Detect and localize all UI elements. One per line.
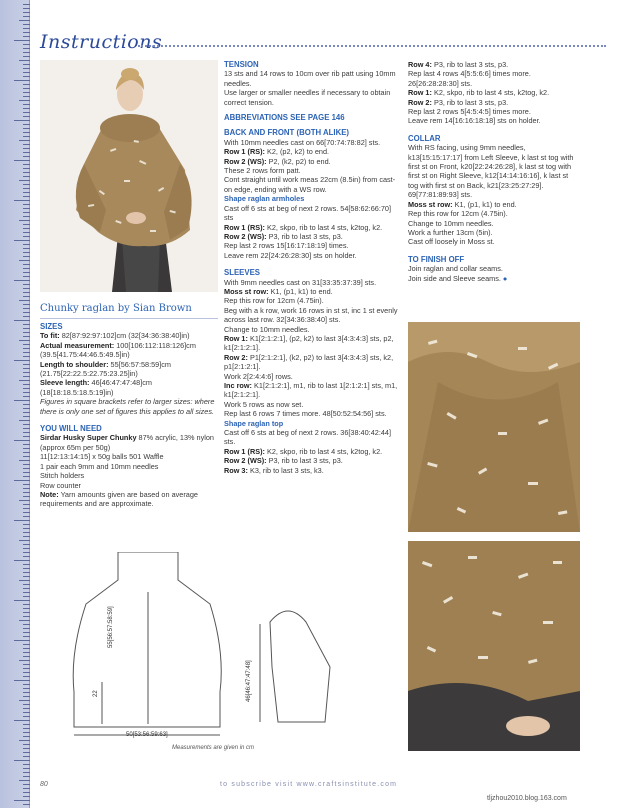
ruler-tick bbox=[23, 48, 30, 49]
ruler-tick bbox=[23, 684, 30, 685]
ruler-tick bbox=[23, 152, 30, 153]
ruler-tick bbox=[23, 24, 30, 25]
width-dimension-label: 50[53:56:59:63] bbox=[126, 732, 168, 738]
sleeves-moss-row: Moss st row: K1, (p1, k1) to end. bbox=[224, 286, 333, 296]
ruler-tick bbox=[23, 252, 30, 253]
ruler-tick bbox=[23, 188, 30, 189]
ruler-tick bbox=[23, 516, 30, 517]
ruler-tick bbox=[23, 272, 30, 273]
ruler-tick bbox=[23, 396, 30, 397]
ruler-tick bbox=[23, 436, 30, 437]
abbreviations-heading: ABBREVIATIONS SEE PAGE 146 bbox=[224, 113, 345, 123]
ruler-tick bbox=[23, 452, 30, 453]
ruler-tick bbox=[23, 364, 30, 365]
ruler-tick bbox=[19, 340, 30, 341]
ruler-tick bbox=[23, 656, 30, 657]
ruler-tick bbox=[23, 624, 30, 625]
dec-repeat: Rep last 2 rows 5[4:5:4:5] times more. bbox=[408, 107, 531, 117]
ruler-tick bbox=[23, 124, 30, 125]
ruler-tick bbox=[14, 160, 30, 161]
garment-schematic bbox=[60, 552, 360, 742]
ruler-tick bbox=[23, 88, 30, 89]
ruler-tick bbox=[23, 564, 30, 565]
collar-heading: COLLAR bbox=[408, 133, 441, 143]
ruler-tick bbox=[23, 44, 30, 45]
ruler-tick bbox=[23, 204, 30, 205]
ruler-tick bbox=[23, 552, 30, 553]
row-4: Row 4: P3, rib to last 3 sts, p3. bbox=[408, 60, 509, 69]
collar-text-1: With RS facing, using 9mm needles, k13[15:15:17:17] from Left Sleeve, k last st tog with first st on Front, k20[22:24:26:28], k last st tog with first st on Right Sleeve, k12[14:14:16:16], k last st tog with first st on Back, k21[23:25:27:29]. 69[77:81:89:93] sts. bbox=[408, 143, 574, 200]
finish-text-1: Join raglan and collar seams. bbox=[408, 264, 503, 274]
ruler-tick bbox=[23, 696, 30, 697]
needles-line: 1 pair each 9mm and 10mm needles bbox=[40, 461, 159, 471]
ruler-tick bbox=[23, 36, 30, 37]
back-row-1: Row 1 (RS): K2, (p2, k2) to end. bbox=[224, 147, 330, 157]
ruler-tick bbox=[19, 700, 30, 701]
ruler-tick bbox=[14, 520, 30, 521]
note-line: Note: Yarn amounts given are based on average requirements and are approximate. bbox=[40, 489, 198, 509]
ruler-tick bbox=[23, 652, 30, 653]
sleeves-row-2: Row 2: P1[2:1:2:1], (k2, p2) to last 3[4:3:4:3] sts, k2, p1[2:1:2:1]. bbox=[224, 352, 394, 372]
ruler-tick bbox=[23, 416, 30, 417]
ruler-tick bbox=[23, 536, 30, 537]
tension-text: 13 sts and 14 rows to 10cm over rib patt using 10mm needles. bbox=[224, 69, 396, 88]
ruler-tick bbox=[14, 720, 30, 721]
ruler-tick bbox=[23, 472, 30, 473]
ruler-tick bbox=[14, 480, 30, 481]
ruler-tick bbox=[23, 336, 30, 337]
ruler-tick bbox=[19, 260, 30, 261]
ruler-tick bbox=[23, 736, 30, 737]
ruler-tick bbox=[23, 388, 30, 389]
sleeves-text-4: Change to 10mm needles. bbox=[224, 324, 310, 334]
model-photo bbox=[40, 60, 218, 292]
ruler-tick bbox=[23, 612, 30, 613]
ruler-tick bbox=[23, 32, 30, 33]
top-row-1: Row 1 (RS): K2, skpo, rib to last 4 sts, k2tog, k2. bbox=[224, 446, 383, 456]
length-dimension-label: 55[56:57:58:59] bbox=[108, 606, 114, 648]
back-text-3: Cont straight until work meas 22cm (8.5in) from cast-on edge, ending with a WS row. bbox=[224, 175, 396, 194]
ruler-tick bbox=[14, 320, 30, 321]
back-front-heading: BACK AND FRONT (BOTH ALIKE) bbox=[224, 128, 350, 138]
ruler-tick bbox=[23, 716, 30, 717]
sleeves-text-1: With 9mm needles cast on 31[33:35:37:39] sts. bbox=[224, 277, 377, 287]
ruler-tick bbox=[14, 560, 30, 561]
ruler-tick bbox=[19, 20, 30, 21]
ruler-tick bbox=[23, 348, 30, 349]
ruler-tick bbox=[23, 92, 30, 93]
ruler-tick bbox=[23, 484, 30, 485]
ruler-tick bbox=[23, 548, 30, 549]
ruler-tick bbox=[23, 384, 30, 385]
ruler-tick bbox=[19, 740, 30, 741]
ruler-tick bbox=[23, 508, 30, 509]
ruler-tick bbox=[14, 680, 30, 681]
back-row-2: Row 2 (WS): P2, (k2, p2) to end. bbox=[224, 156, 331, 166]
ruler-tick bbox=[19, 420, 30, 421]
ruler-tick bbox=[23, 408, 30, 409]
ruler-tick bbox=[23, 8, 30, 9]
ruler-tick bbox=[23, 108, 30, 109]
ruler-tick bbox=[23, 428, 30, 429]
ruler-tick bbox=[23, 392, 30, 393]
back-text-2: These 2 rows form patt. bbox=[224, 166, 301, 176]
ruler-tick bbox=[23, 324, 30, 325]
ruler-tick bbox=[19, 100, 30, 101]
ruler-tick bbox=[19, 60, 30, 61]
ruler-tick bbox=[23, 672, 30, 673]
ruler-tick bbox=[23, 344, 30, 345]
ruler-tick bbox=[23, 112, 30, 113]
ruler-tick bbox=[14, 200, 30, 201]
ruler-tick bbox=[23, 128, 30, 129]
ruler-tick bbox=[19, 460, 30, 461]
ruler-tick bbox=[23, 592, 30, 593]
ruler-tick bbox=[23, 756, 30, 757]
detail-photo-sleeve bbox=[408, 541, 580, 751]
ruler-tick bbox=[23, 728, 30, 729]
ruler-tick bbox=[23, 668, 30, 669]
ruler-tick bbox=[23, 768, 30, 769]
ruler-tick bbox=[23, 748, 30, 749]
ruler-tick bbox=[23, 104, 30, 105]
ruler-tick bbox=[23, 772, 30, 773]
row-4-repeat: Rep last 4 rows 4[5:5:6:6] times more. 26[26:28:28:30] sts. bbox=[408, 69, 531, 88]
ruler-tick bbox=[23, 576, 30, 577]
ruler-tick bbox=[23, 744, 30, 745]
ruler-tick bbox=[23, 264, 30, 265]
ruler-tick bbox=[23, 176, 30, 177]
armhole-text-1: Cast off 6 sts at beg of next 2 rows. 54[58:62:66:70] sts bbox=[224, 203, 391, 223]
ruler-tick bbox=[23, 448, 30, 449]
ruler-tick bbox=[14, 280, 30, 281]
ruler-tick bbox=[23, 284, 30, 285]
left-column bbox=[40, 322, 218, 509]
page-number: 80 bbox=[40, 781, 48, 788]
ruler-tick bbox=[23, 648, 30, 649]
ruler-tick bbox=[23, 468, 30, 469]
sleeves-text-6: Work 5 rows as now set. bbox=[224, 399, 304, 409]
sleeve-line: Sleeve length: 46[46:47:47:48]cm (18[18:18.5:18.5:19]in) bbox=[40, 378, 152, 397]
ruler-tick bbox=[23, 692, 30, 693]
ruler-tick bbox=[23, 116, 30, 117]
ruler-tick bbox=[23, 276, 30, 277]
ruler-tick bbox=[23, 316, 30, 317]
ruler-tick bbox=[23, 628, 30, 629]
ruler-tick bbox=[23, 464, 30, 465]
top-row-2: Row 2 (WS): P3, rib to last 3 sts, p3. bbox=[224, 456, 343, 466]
armhole-text-3: Leave rem 22[24:26:28:30] sts on holder. bbox=[224, 250, 357, 260]
ruler-tick bbox=[23, 328, 30, 329]
ruler-tick bbox=[23, 644, 30, 645]
ruler-tick bbox=[23, 688, 30, 689]
ruler-tick bbox=[23, 764, 30, 765]
ruler-tick bbox=[14, 600, 30, 601]
ruler-tick bbox=[23, 792, 30, 793]
ruler-tick bbox=[23, 136, 30, 137]
ruler-tick bbox=[23, 52, 30, 53]
top-text-1: Cast off 6 sts at beg of next 2 rows. 36[38:40:42:44] sts. bbox=[224, 428, 391, 447]
ruler-tick bbox=[23, 496, 30, 497]
ruler-tick bbox=[23, 304, 30, 305]
page-title: Instructions bbox=[40, 31, 163, 53]
byline-divider bbox=[40, 318, 218, 319]
ruler-tick bbox=[14, 40, 30, 41]
row-2-dec: Row 2: P3, rib to last 3 sts, p3. bbox=[408, 97, 509, 107]
ruler-tick bbox=[19, 140, 30, 141]
ruler-tick bbox=[23, 296, 30, 297]
ruler-tick bbox=[23, 492, 30, 493]
ruler-tick bbox=[23, 476, 30, 477]
top-row-3: Row 3: K3, rib to last 3 sts, k3. bbox=[224, 465, 324, 475]
shape-top-subheading: Shape raglan top bbox=[224, 418, 284, 428]
ruler-tick bbox=[23, 568, 30, 569]
ruler-tick bbox=[23, 512, 30, 513]
collar-text-3: Change to 10mm needles. bbox=[408, 218, 494, 228]
holders-line: Stitch holders bbox=[40, 471, 85, 481]
ruler-tick bbox=[23, 372, 30, 373]
ruler-tick bbox=[23, 804, 30, 805]
ruler-tick bbox=[23, 28, 30, 29]
tension-heading: TENSION bbox=[224, 60, 259, 69]
armhole-row-1: Row 1 (RS): K2, skpo, rib to last 4 sts, k2tog, k2. bbox=[224, 222, 383, 232]
back-text-1: With 10mm needles cast on 66[70:74:78:82] sts. bbox=[224, 137, 381, 147]
sleeve-dimension-label: 46[46:47:47:48] bbox=[246, 660, 252, 702]
ruler-tick bbox=[23, 224, 30, 225]
collar-text-2: Rep this row for 12cm (4.75in). bbox=[408, 209, 508, 219]
ruler-tick bbox=[23, 164, 30, 165]
ruler-tick bbox=[23, 724, 30, 725]
middle-column bbox=[224, 60, 400, 475]
ruler-tick bbox=[23, 404, 30, 405]
to-fit-line: To fit: 82[87:92:97:102]cm (32[34:36:38:40]in) bbox=[40, 331, 190, 341]
ruler-tick bbox=[23, 212, 30, 213]
ruler-tick bbox=[23, 268, 30, 269]
sleeves-heading: SLEEVES bbox=[224, 268, 260, 278]
ruler-tick bbox=[23, 784, 30, 785]
ruler-tick bbox=[23, 156, 30, 157]
ruler-tick bbox=[14, 760, 30, 761]
ruler-tick bbox=[23, 244, 30, 245]
ruler-tick bbox=[19, 500, 30, 501]
left-ruler bbox=[0, 0, 30, 808]
finish-text-2: Join side and Sleeve seams. ● bbox=[408, 273, 508, 283]
ruler-tick bbox=[23, 236, 30, 237]
end-dot-icon: ● bbox=[502, 273, 508, 283]
ruler-tick bbox=[23, 248, 30, 249]
ruler-tick bbox=[23, 368, 30, 369]
dec-leave: Leave rem 14[16:16:18:18] sts on holder. bbox=[408, 116, 541, 126]
armhole-row-2: Row 2 (WS): P3, rib to last 3 sts, p3. bbox=[224, 231, 343, 241]
side-dimension-label: 22 bbox=[93, 690, 99, 697]
ruler-tick bbox=[19, 220, 30, 221]
figures-note: Figures in square brackets refer to larger sizes: where there is only one set of figures this applies to all sizes. bbox=[40, 397, 215, 416]
ruler-tick bbox=[23, 572, 30, 573]
sizes-heading: SIZES bbox=[40, 322, 63, 331]
ruler-tick bbox=[23, 148, 30, 149]
ruler-tick bbox=[23, 632, 30, 633]
ruler-tick bbox=[23, 144, 30, 145]
ruler-tick bbox=[23, 488, 30, 489]
ruler-tick bbox=[23, 132, 30, 133]
ruler-tick bbox=[23, 376, 30, 377]
title-dotted-rule bbox=[138, 45, 606, 47]
armhole-text-2: Rep last 2 rows 15[16:17:18:19] times. bbox=[224, 241, 349, 251]
tension-text-2: Use larger or smaller needles if necessary to obtain correct tension. bbox=[224, 88, 391, 107]
ruler-tick bbox=[23, 288, 30, 289]
ruler-tick bbox=[23, 796, 30, 797]
ruler-tick bbox=[23, 412, 30, 413]
ruler-tick bbox=[14, 440, 30, 441]
ruler-tick bbox=[23, 524, 30, 525]
ruler-tick bbox=[23, 308, 30, 309]
ruler-tick bbox=[23, 312, 30, 313]
balls-line: 11[12:13:14:15] x 50g balls 501 Waffle bbox=[40, 452, 164, 462]
measurements-note: Measurements are given in cm bbox=[172, 745, 255, 751]
ruler-tick bbox=[23, 352, 30, 353]
ruler-tick bbox=[23, 232, 30, 233]
sleeves-row-1: Row 1: K1[2:1:2:1], (p2, k2) to last 3[4:3:4:3] sts, p2, k1[2:1:2:1]. bbox=[224, 333, 394, 353]
sleeves-text-7: Rep last 6 rows 7 times more. 48[50:52:54:56] sts. bbox=[224, 409, 387, 419]
finish-heading: TO FINISH OFF bbox=[408, 254, 465, 264]
right-column bbox=[408, 60, 580, 283]
ruler-tick bbox=[23, 96, 30, 97]
ruler-tick bbox=[23, 228, 30, 229]
ruler-tick bbox=[23, 256, 30, 257]
ruler-tick bbox=[23, 184, 30, 185]
ruler-tick bbox=[23, 192, 30, 193]
sleeves-text-2: Rep this row for 12cm (4.75in). bbox=[224, 296, 324, 306]
ruler-tick bbox=[23, 72, 30, 73]
ruler-tick bbox=[23, 432, 30, 433]
ruler-tick bbox=[23, 616, 30, 617]
ruler-tick bbox=[14, 800, 30, 801]
ruler-tick bbox=[23, 332, 30, 333]
ruler-tick bbox=[23, 4, 30, 5]
ruler-tick bbox=[14, 360, 30, 361]
ruler-tick bbox=[23, 356, 30, 357]
collar-moss-row: Moss st row: K1, (p1, k1) to end. bbox=[408, 199, 517, 209]
ruler-tick bbox=[14, 80, 30, 81]
ruler-tick bbox=[23, 556, 30, 557]
shape-armholes-subheading: Shape raglan armholes bbox=[224, 194, 305, 204]
ruler-tick bbox=[23, 76, 30, 77]
ruler-tick bbox=[23, 596, 30, 597]
ruler-tick bbox=[19, 380, 30, 381]
ruler-tick bbox=[14, 400, 30, 401]
sleeve-piece-outline bbox=[270, 611, 330, 722]
collar-text-5: Cast off loosely in Moss st. bbox=[408, 237, 495, 247]
ruler-tick bbox=[23, 584, 30, 585]
ruler-tick bbox=[23, 56, 30, 57]
ruler-tick bbox=[23, 84, 30, 85]
ruler-tick bbox=[23, 68, 30, 69]
ruler-tick bbox=[23, 444, 30, 445]
row-1-dec: Row 1: K2, skpo, rib to last 4 sts, k2tog, k2. bbox=[408, 88, 550, 98]
ruler-tick bbox=[23, 64, 30, 65]
ruler-tick bbox=[23, 788, 30, 789]
ruler-tick bbox=[19, 620, 30, 621]
ruler-tick bbox=[23, 608, 30, 609]
ruler-tick bbox=[23, 196, 30, 197]
body-piece-outline bbox=[73, 552, 221, 727]
ruler-tick bbox=[23, 532, 30, 533]
sleeves-text-5: Work 2[2:4:4:6] rows. bbox=[224, 371, 293, 381]
ruler-tick bbox=[19, 180, 30, 181]
ruler-tick bbox=[23, 456, 30, 457]
ruler-tick bbox=[23, 292, 30, 293]
ruler-tick bbox=[23, 732, 30, 733]
ruler-tick bbox=[14, 640, 30, 641]
pattern-byline: Chunky raglan by Sian Brown bbox=[40, 303, 192, 314]
ruler-tick bbox=[19, 540, 30, 541]
ruler-tick bbox=[23, 604, 30, 605]
ruler-tick bbox=[23, 12, 30, 13]
detail-photo-collar bbox=[408, 322, 580, 532]
ruler-tick bbox=[23, 172, 30, 173]
collar-text-4: Work a further 13cm (5in). bbox=[408, 227, 493, 237]
ruler-tick bbox=[23, 708, 30, 709]
ruler-tick bbox=[23, 588, 30, 589]
ruler-tick bbox=[23, 208, 30, 209]
ruler-tick bbox=[14, 120, 30, 121]
ruler-tick bbox=[19, 660, 30, 661]
ruler-tick bbox=[23, 712, 30, 713]
ruler-tick bbox=[23, 664, 30, 665]
ruler-tick bbox=[23, 704, 30, 705]
ruler-tick bbox=[23, 168, 30, 169]
ruler-tick bbox=[23, 216, 30, 217]
ruler-tick bbox=[19, 780, 30, 781]
counter-line: Row counter bbox=[40, 480, 81, 490]
ruler-tick bbox=[23, 776, 30, 777]
subscribe-text: to subscribe visit www.craftsinstitute.com bbox=[220, 781, 398, 788]
ruler-tick bbox=[23, 752, 30, 753]
you-need-heading: YOU WILL NEED bbox=[40, 424, 102, 434]
sleeves-text-3: Beg with a k row, work 16 rows in st st, inc 1 st evenly across last row. 32[34:36:38:40] sts. bbox=[224, 305, 398, 325]
blog-watermark: tljzhou2010.blog.163.com bbox=[487, 795, 567, 802]
ruler-tick bbox=[19, 580, 30, 581]
ruler-tick bbox=[23, 504, 30, 505]
yarn-line: Sirdar Husky Super Chunky 87% acrylic, 13% nylon (approx 65m per 50g) bbox=[40, 433, 214, 452]
length-line: Length to shoulder: 55[56:57:58:59]cm (21.75[22:22.5:22.75:23.25]in) bbox=[40, 359, 171, 379]
actual-line: Actual measurement: 100[106:112:118:126]cm (39.5[41.75:44:46.5:49.5]in) bbox=[40, 340, 196, 360]
ruler-tick bbox=[14, 240, 30, 241]
sleeves-inc-row: Inc row: K1[2:1:2:1], m1, rib to last 1[2:1:2:1] sts, m1, k1[2:1:2:1]. bbox=[224, 381, 398, 400]
ruler-tick bbox=[23, 424, 30, 425]
ruler-tick bbox=[23, 544, 30, 545]
ruler-tick bbox=[23, 636, 30, 637]
ruler-tick bbox=[23, 676, 30, 677]
ruler-tick bbox=[23, 16, 30, 17]
ruler-tick bbox=[19, 300, 30, 301]
ruler-tick bbox=[23, 528, 30, 529]
